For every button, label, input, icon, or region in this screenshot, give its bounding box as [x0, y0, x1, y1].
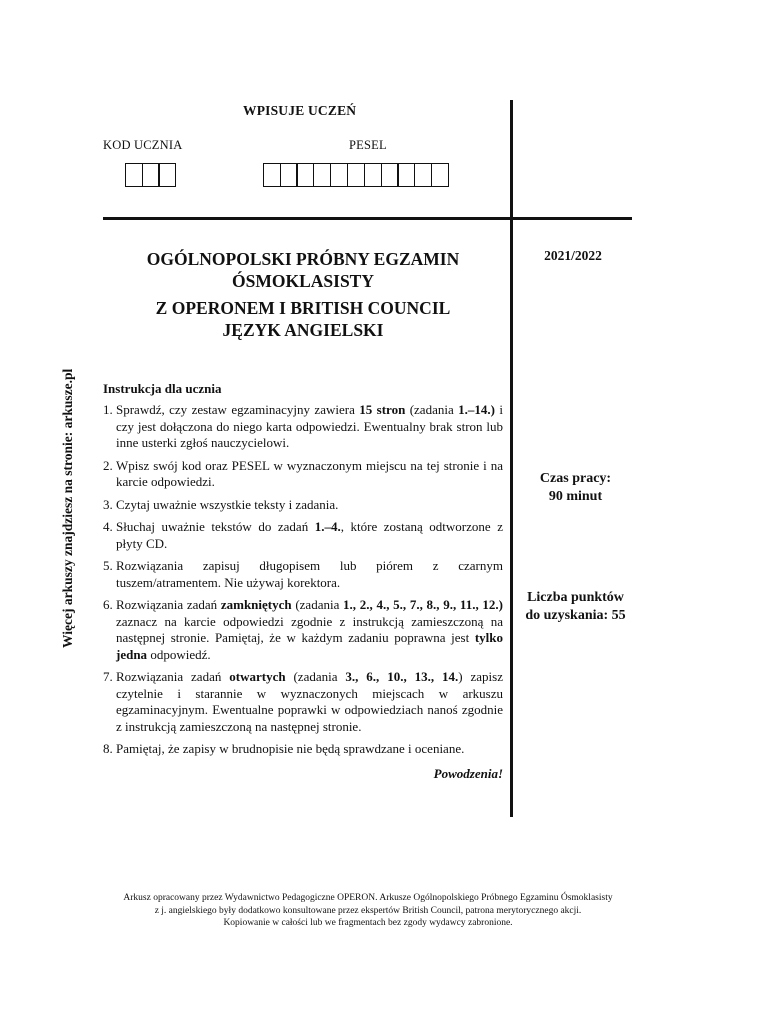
time-label: Czas pracy: — [539, 471, 612, 486]
pesel-box[interactable] — [364, 163, 382, 187]
instruction-number: 7. — [103, 669, 113, 684]
time-info — [513, 470, 638, 506]
instructions-heading: Instrukcja dla ucznia — [103, 381, 222, 396]
instruction-bold-fragment: 3., 6., 10., 13., 14. — [345, 669, 459, 684]
instruction-fragment: , które zostaną odtworzone z płyty CD. — [116, 519, 503, 551]
pesel-box[interactable] — [330, 163, 348, 187]
instruction-number: 1. — [103, 402, 113, 417]
good-luck-text: Powodzenia! — [433, 766, 503, 781]
instruction-bold-fragment: zamkniętych — [220, 597, 292, 612]
instruction-bold-fragment: 1., 2., 4., 5., 7., 8., 9., 11., 12.) — [343, 597, 503, 612]
vertical-divider — [510, 100, 513, 817]
footer-line: Kopiowanie w całości lub we fragmentach bez zgody wydawcy zabronione. — [223, 918, 513, 928]
title-line: ÓSMOKLASISTY — [232, 271, 374, 291]
exam-title — [103, 248, 503, 292]
instruction-number: 6. — [103, 597, 113, 612]
instruction-fragment: i czy jest dołączona do niego karta odpowiedzi. Ewentualny brak stron lub inne usterki zgłoś nauczycielowi. — [116, 402, 503, 450]
pesel-box[interactable] — [296, 163, 314, 187]
code-box[interactable] — [125, 163, 143, 187]
instruction-item — [103, 741, 503, 758]
title-line: OGÓLNOPOLSKI PRÓBNY EGZAMIN — [146, 249, 460, 269]
instruction-text — [116, 558, 503, 591]
instruction-fragment: Rozwiązania zadań — [116, 669, 230, 684]
vertical-website-note: Więcej arkuszy znajdziesz na stronie: arkusze.pl — [60, 368, 75, 648]
footer-line: z j. angielskiego były dodatkowo konsultowane przez ekspertów British Council, patrona merytorycznego akcji. — [154, 905, 582, 916]
instruction-item — [103, 402, 503, 452]
time-value: 90 minut — [548, 489, 603, 504]
instruction-text — [116, 458, 503, 491]
pesel-box[interactable] — [381, 163, 399, 187]
pesel-box[interactable] — [313, 163, 331, 187]
pesel-boxes[interactable] — [264, 163, 449, 187]
horizontal-divider — [103, 217, 632, 220]
instruction-number: 8. — [103, 741, 113, 756]
points-value: do uzyskania: 55 — [525, 608, 626, 623]
pesel-box[interactable] — [414, 163, 432, 187]
title-line: JĘZYK ANGIELSKI — [222, 320, 384, 340]
code-box[interactable] — [158, 163, 176, 187]
pesel-box[interactable] — [263, 163, 281, 187]
instruction-item — [103, 669, 503, 735]
student-code-label: KOD UCZNIA — [103, 138, 183, 152]
instruction-fragment: odpowiedź. — [147, 646, 211, 662]
instruction-item — [103, 497, 503, 514]
instruction-text — [116, 497, 503, 514]
footer — [88, 892, 648, 930]
instruction-bold-fragment: otwartych — [229, 669, 286, 684]
instruction-fragment: Wpisz swój kod oraz PESEL w wyznaczonym miejscu na tej stronie i na karcie odpowiedzi. — [116, 457, 503, 489]
instructions-list — [103, 402, 503, 764]
instruction-item — [103, 558, 503, 591]
instruction-bold-fragment: 1.–4. — [314, 519, 341, 534]
instruction-item — [103, 597, 503, 663]
instruction-text — [116, 597, 503, 663]
pesel-box[interactable] — [431, 163, 449, 187]
student-code-boxes[interactable] — [126, 163, 176, 187]
instruction-number: 5. — [103, 558, 113, 573]
student-fills-heading: WPISUJE UCZEŃ — [243, 103, 357, 118]
instruction-fragment: (zadania — [405, 402, 459, 417]
instruction-number: 3. — [103, 496, 113, 512]
instruction-fragment: (zadania — [285, 669, 346, 684]
pesel-box[interactable] — [347, 163, 365, 187]
instruction-text — [116, 669, 503, 735]
school-year: 2021/2022 — [544, 248, 602, 263]
pesel-label: PESEL — [349, 138, 387, 152]
instruction-fragment: Rozwiązania zadań — [116, 597, 221, 612]
instruction-bold-fragment: tylko jedna — [116, 630, 503, 662]
instruction-fragment: zaznacz na karcie odpowiedzi zgodnie z instrukcją zamieszczoną na następnej stronie. Pamiętaj, że w każdym zadaniu poprawna jest — [116, 613, 503, 645]
instruction-text — [116, 519, 503, 552]
instruction-fragment: ) zapisz czytelnie i starannie w wyznaczonych miejscach w arkuszu egzaminacyjnym. Ewentualne poprawki w odpowiedziach nanoś zgodnie z instrukcją zamieszczoną na następnej stronie. — [116, 669, 503, 734]
instruction-bold-fragment: 15 stron — [359, 402, 406, 417]
title-line: Z OPERONEM I BRITISH COUNCIL — [155, 298, 451, 318]
points-label: Liczba punktów — [527, 590, 624, 605]
code-box[interactable] — [142, 163, 160, 187]
instruction-number: 2. — [103, 457, 113, 473]
instruction-item — [103, 519, 503, 552]
footer-line: Arkusz opracowany przez Wydawnictwo Pedagogiczne OPERON. Arkusze Ogólnopolskiego Próbnego Egzaminu Ósmoklasisty — [123, 893, 613, 903]
instruction-fragment: Rozwiązania zapisuj długopisem lub piórem z czarnym tuszem/atramentem. Nie używaj korektora. — [116, 558, 503, 590]
instruction-bold-fragment: 1.–14.) — [458, 402, 495, 417]
pesel-box[interactable] — [397, 163, 415, 187]
exam-subtitle — [103, 297, 503, 341]
points-info — [513, 589, 638, 625]
instruction-number: 4. — [103, 519, 113, 534]
pesel-box[interactable] — [280, 163, 298, 187]
instruction-fragment: Czytaj uważnie wszystkie teksty i zadania. — [116, 496, 339, 512]
instruction-item — [103, 458, 503, 491]
instruction-fragment: Sprawdź, czy zestaw egzaminacyjny zawiera — [116, 402, 360, 417]
instruction-fragment: Pamiętaj, że zapisy w brudnopisie nie będą sprawdzane i oceniane. — [116, 741, 465, 756]
instruction-fragment: (zadania — [291, 597, 344, 612]
instruction-text — [116, 741, 503, 758]
instruction-text — [116, 402, 503, 452]
instruction-fragment: Słuchaj uważnie tekstów do zadań — [116, 519, 315, 534]
